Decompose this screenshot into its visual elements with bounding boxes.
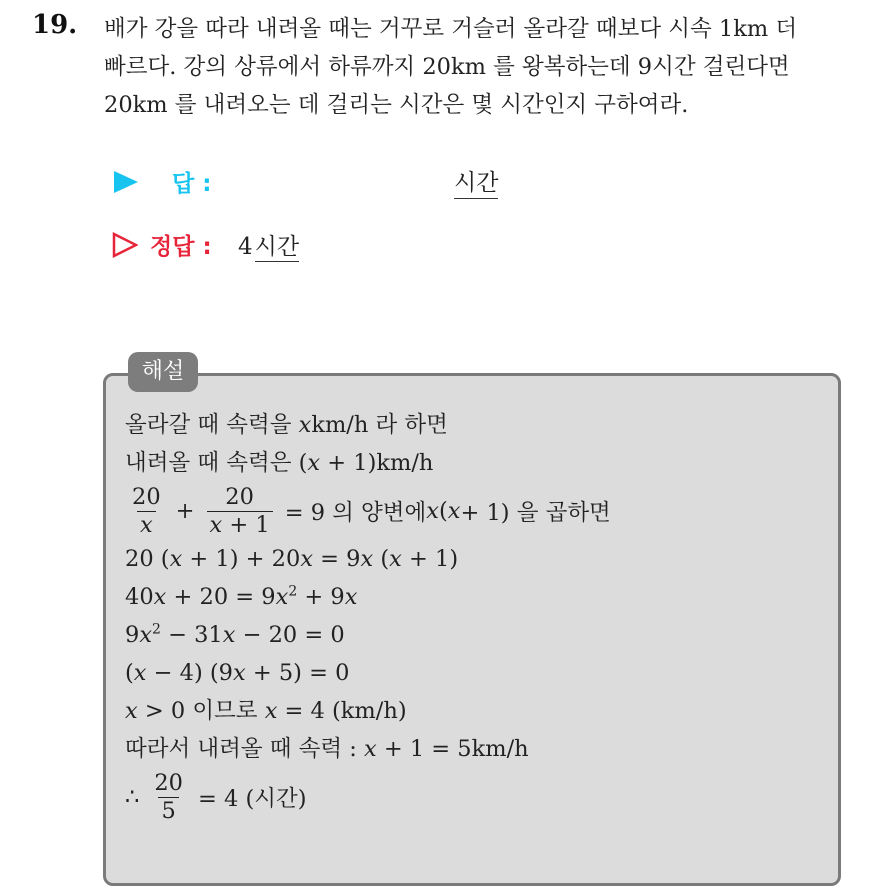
variable: x xyxy=(133,660,147,686)
correct-answer-value xyxy=(238,228,299,261)
variable: x xyxy=(344,584,358,610)
variable: x xyxy=(447,498,461,524)
text: − 31 xyxy=(160,622,223,648)
explanation-line xyxy=(125,692,825,730)
explanation-line xyxy=(125,406,825,444)
numerator: 20 xyxy=(225,483,254,510)
variable: x xyxy=(307,450,321,476)
text: 올라갈 때 속력을 xyxy=(125,412,299,438)
denominator: x xyxy=(137,511,156,539)
text: = 4 (시간) xyxy=(197,786,307,812)
question-number: 19. xyxy=(32,10,78,40)
text: > 0 이므로 xyxy=(137,698,265,724)
text: − 20 = 0 xyxy=(235,622,345,648)
variable: x xyxy=(426,498,439,524)
answer-label: 답 : xyxy=(172,171,212,197)
explanation-line xyxy=(125,616,825,654)
text: + 1 = 5km/h xyxy=(376,736,529,762)
text: ( xyxy=(125,660,134,686)
correct-answer-row xyxy=(110,226,530,264)
explanation-line xyxy=(125,578,825,616)
question-line: 배가 강을 따라 내려올 때는 거꾸로 거슬러 올라갈 때보다 시속 1km 더 xyxy=(104,16,798,42)
variable: x xyxy=(360,546,374,572)
exponent: 2 xyxy=(288,583,298,600)
fraction xyxy=(151,770,186,825)
text: + 5) = 0 xyxy=(245,660,350,686)
correct-answer-number: 4 xyxy=(238,234,253,260)
variable: x xyxy=(153,584,167,610)
text: ( xyxy=(373,546,390,572)
variable: x xyxy=(125,698,138,724)
text: + 20 = 9 xyxy=(166,584,276,610)
text: = 9 의 양변에 xyxy=(284,500,427,526)
therefore-symbol: ∴ xyxy=(125,784,140,810)
answer-row xyxy=(110,164,530,200)
text: + 9 xyxy=(297,584,345,610)
explanation-line xyxy=(125,654,825,692)
text: + 1) 을 곱하면 xyxy=(460,500,611,526)
question-line: 빠르다. 강의 상류에서 하류까지 20km 를 왕복하는데 9시간 걸린다면 xyxy=(104,54,790,80)
variable: x xyxy=(232,660,246,686)
text: 9 xyxy=(125,622,140,648)
explanation-body xyxy=(125,406,825,826)
triangle-outline-icon xyxy=(112,232,138,258)
text: + 1)km/h xyxy=(320,450,434,476)
variable: x xyxy=(389,546,402,572)
variable: x xyxy=(298,412,312,438)
variable: x xyxy=(139,622,153,648)
denominator: 5 xyxy=(158,797,178,825)
question-text xyxy=(104,10,874,124)
question-line: 20km 를 내려오는 데 걸리는 시간은 몇 시간인지 구하여라. xyxy=(104,92,689,118)
variable: x xyxy=(264,698,278,724)
correct-answer-label: 정답 : xyxy=(150,234,212,260)
explanation-line xyxy=(125,730,825,768)
explanation-conclusion-line xyxy=(125,768,825,826)
answer-blank-unit[interactable]: 시간 xyxy=(454,164,498,199)
text: 내려올 때 속력은 ( xyxy=(125,450,308,476)
exponent: 2 xyxy=(152,621,161,638)
fraction xyxy=(207,484,273,539)
text: ( xyxy=(438,498,448,524)
fraction xyxy=(129,484,164,539)
correct-answer-unit: 시간 xyxy=(254,234,300,260)
text: = 9 xyxy=(313,546,361,572)
text: 따라서 내려올 때 속력 : xyxy=(125,736,364,762)
text: + 1) xyxy=(401,546,459,572)
explanation-line xyxy=(125,540,825,578)
text: + 1) + 20 xyxy=(182,546,301,572)
variable: x xyxy=(222,622,236,648)
numerator: 20 xyxy=(132,483,161,510)
explanation-line xyxy=(125,444,825,482)
triangle-filled-icon xyxy=(114,171,138,193)
variable: x xyxy=(300,546,314,572)
explanation-equation-line xyxy=(125,482,825,540)
variable: x xyxy=(275,584,289,610)
text: km/h 라 하면 xyxy=(311,412,448,438)
denominator xyxy=(207,511,273,539)
text: 20 ( xyxy=(125,546,170,572)
text: 40 xyxy=(125,584,154,610)
numerator: 20 xyxy=(154,769,183,796)
variable: x xyxy=(169,546,183,572)
explanation-tag: 해설 xyxy=(128,352,198,392)
operator: + xyxy=(175,498,195,524)
variable: x xyxy=(363,736,377,762)
variable: x xyxy=(209,511,223,538)
text: − 4) (9 xyxy=(146,660,233,686)
text: = 4 (km/h) xyxy=(277,698,407,724)
text: + 1 xyxy=(222,511,270,538)
